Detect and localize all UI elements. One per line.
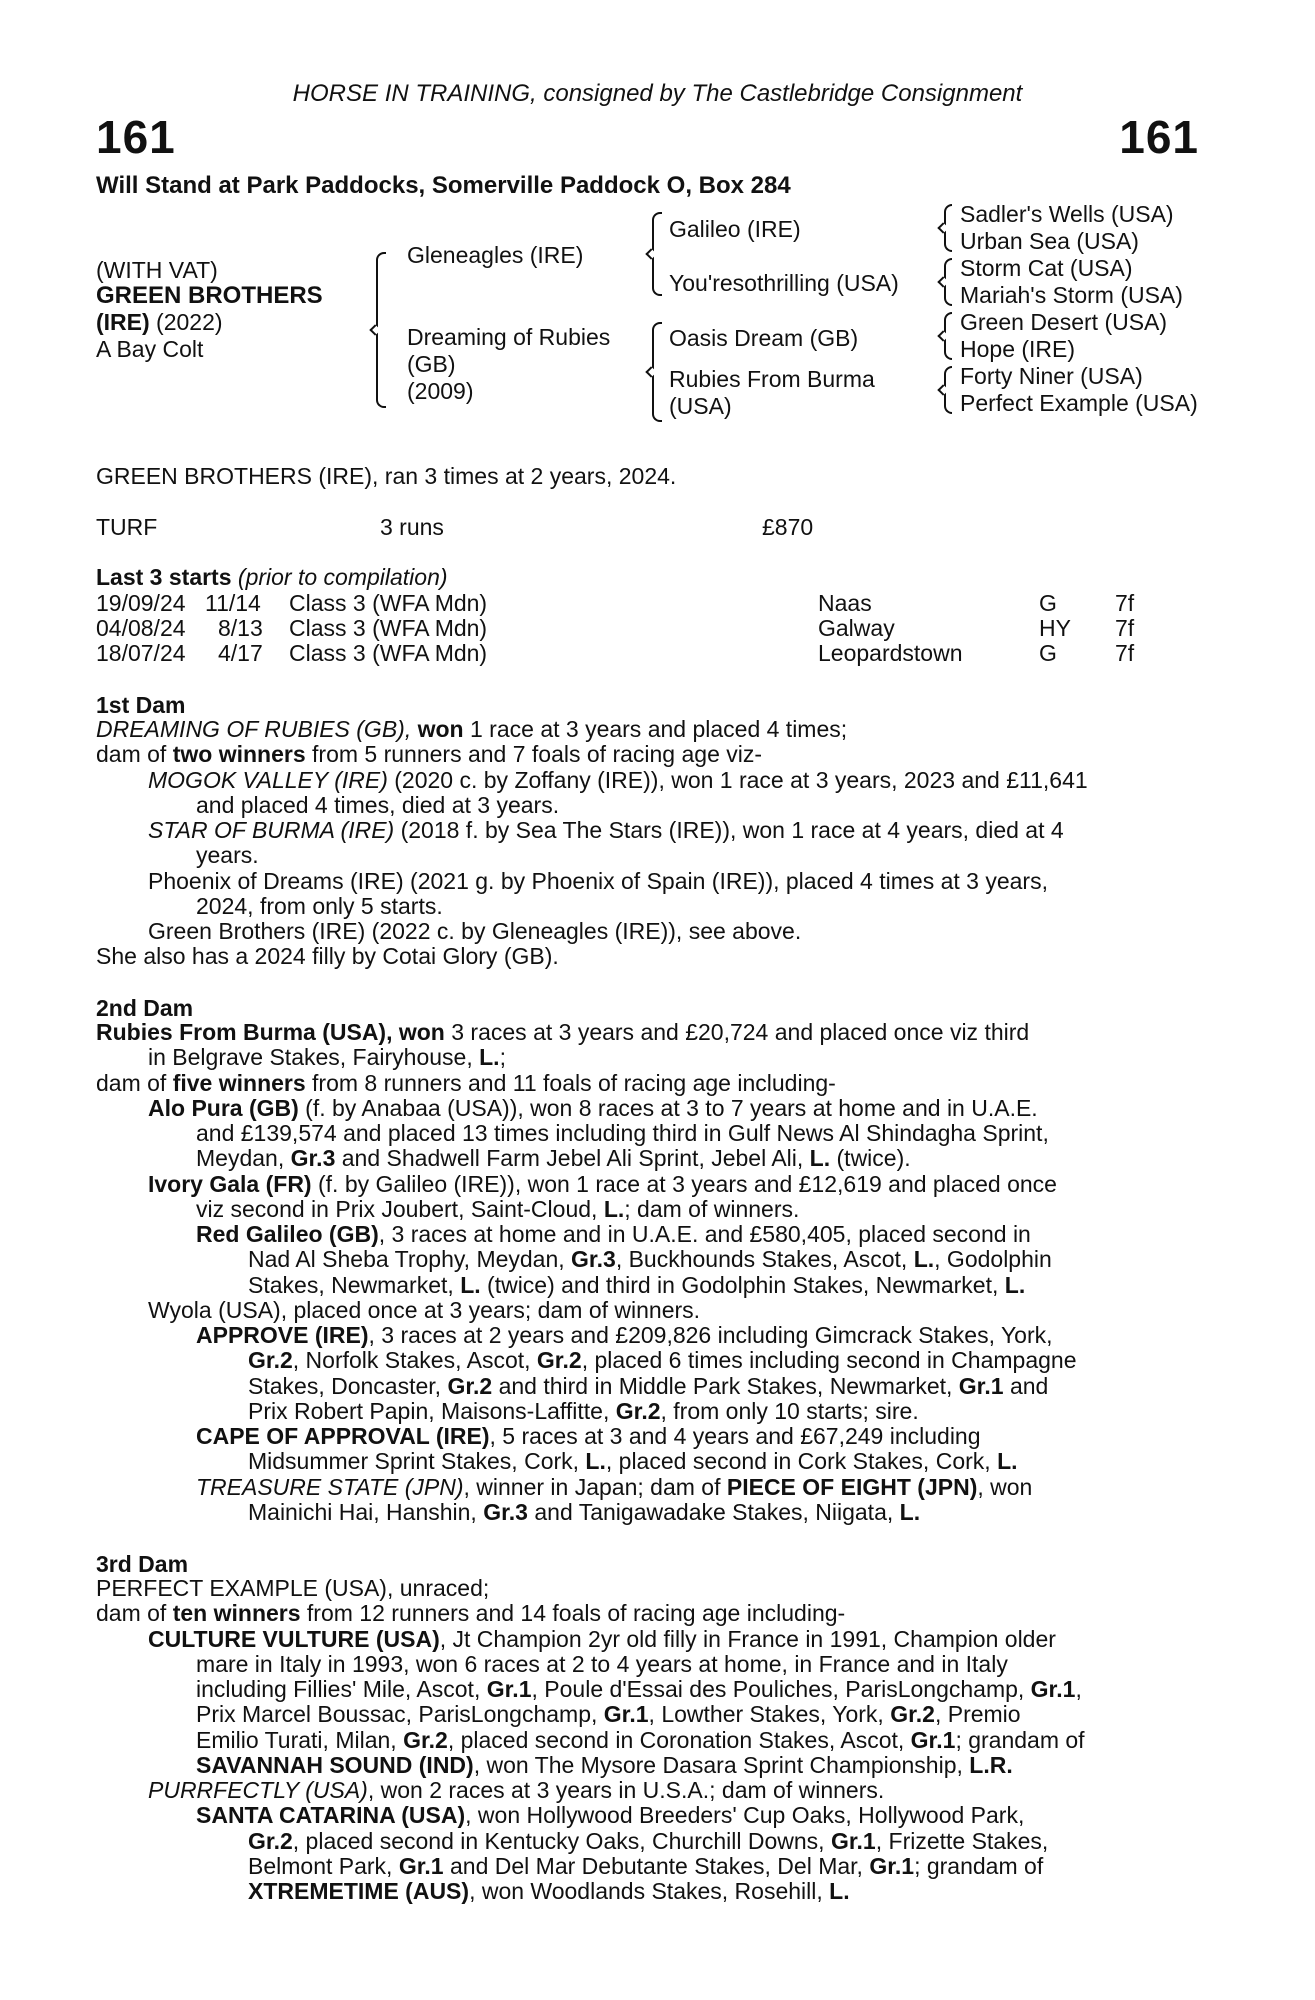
horse-name: GREEN BROTHERS <box>96 282 323 309</box>
start-going: HY <box>1039 615 1071 641</box>
offspring-line: Mainichi Hai, Hanshin, Gr.3 and Tanigawadake Stakes, Niigata, L. <box>248 1499 921 1525</box>
offspring-line: Ivory Gala (FR) (f. by Galileo (IRE)), won 1 race at 3 years and £12,619 and placed once <box>148 1171 1057 1197</box>
second-dam-line: dam of five winners from 8 runners and 11 foals of racing age including- <box>96 1070 836 1096</box>
sdd: Mariah's Storm (USA) <box>960 282 1183 308</box>
dam-sire: Oasis Dream (GB) <box>669 325 859 351</box>
offspring-line: Prix Robert Papin, Maisons-Laffitte, Gr.2, from only 10 starts; sire. <box>248 1398 919 1424</box>
dam-line1: Dreaming of Rubies <box>407 324 611 350</box>
table-row <box>0 640 1315 665</box>
start-distance: 7f <box>1115 640 1135 666</box>
start-position: 11/14 <box>205 590 261 616</box>
second-dam-line: in Belgrave Stakes, Fairyhouse, L.; <box>148 1044 506 1070</box>
offspring-line: SANTA CATARINA (USA), won Hollywood Breeders' Cup Oaks, Hollywood Park, <box>196 1802 1025 1828</box>
pedigree-brace-sire <box>652 212 662 296</box>
offspring-line: mare in Italy in 1993, won 6 races at 2 to 4 years at home, in France and in Italy <box>196 1651 1008 1677</box>
horse-vat: (WITH VAT) <box>96 257 218 283</box>
offspring-line: including Fillies' Mile, Ascot, Gr.1, Poule d'Essai des Pouliches, ParisLongchamp, Gr.1, <box>196 1676 1082 1702</box>
pedigree-brace-dam <box>652 322 662 422</box>
stand-location: Will Stand at Park Paddocks, Somerville Paddock O, Box 284 <box>96 172 791 199</box>
lot-number-right: 161 <box>1119 111 1199 163</box>
start-distance: 7f <box>1115 590 1135 616</box>
sire: Gleneagles (IRE) <box>407 242 584 268</box>
start-course: Galway <box>818 615 895 641</box>
start-date: 18/07/24 <box>96 640 186 666</box>
offspring-line: SAVANNAH SOUND (IND), won The Mysore Dasara Sprint Championship, L.R. <box>196 1752 1013 1778</box>
offspring-line: Red Galileo (GB), 3 races at home and in U.A.E. and £580,405, placed second in <box>196 1221 1031 1247</box>
start-going: G <box>1039 640 1057 666</box>
pedigree-brace-dd <box>944 366 952 414</box>
horse-description: A Bay Colt <box>96 336 204 362</box>
start-going: G <box>1039 590 1057 616</box>
second-dam-title: 2nd Dam <box>96 995 194 1021</box>
start-date: 04/08/24 <box>96 615 186 641</box>
table-row <box>0 590 1315 615</box>
last-starts-title: Last 3 starts (prior to compilation) <box>96 564 448 590</box>
offspring-line: TREASURE STATE (JPN), winner in Japan; dam of PIECE OF EIGHT (JPN), won <box>196 1474 1033 1500</box>
offspring-line: XTREMETIME (AUS), won Woodlands Stakes, Rosehill, L. <box>248 1878 850 1904</box>
pedigree-brace-sd <box>944 258 952 306</box>
offspring-line: Green Brothers (IRE) (2022 c. by Gleneagles (IRE)), see above. <box>148 918 802 944</box>
ssd: Urban Sea (USA) <box>960 228 1139 254</box>
offspring-line: Midsummer Sprint Stakes, Cork, L., placed second in Cork Stakes, Cork, L. <box>248 1448 1018 1474</box>
table-row <box>0 615 1315 640</box>
third-dam-line: PERFECT EXAMPLE (USA), unraced; <box>96 1575 490 1601</box>
first-dam-line: dam of two winners from 5 runners and 7 foals of racing age viz- <box>96 741 763 767</box>
second-dam-line: Rubies From Burma (USA), won 3 races at 3 years and £20,724 and placed once viz third <box>96 1019 1030 1045</box>
start-class: Class 3 (WFA Mdn) <box>289 590 488 616</box>
offspring-line: Stakes, Doncaster, Gr.2 and third in Middle Park Stakes, Newmarket, Gr.1 and <box>248 1373 1049 1399</box>
offspring-line: CAPE OF APPROVAL (IRE), 5 races at 3 and 4 years and £67,249 including <box>196 1423 981 1449</box>
offspring-line: viz second in Prix Joubert, Saint-Cloud, L.; dam of winners. <box>196 1196 800 1222</box>
start-class: Class 3 (WFA Mdn) <box>289 615 488 641</box>
sire-sire: Galileo (IRE) <box>669 216 801 242</box>
third-dam-line: dam of ten winners from 12 runners and 14 foals of racing age including- <box>96 1600 846 1626</box>
dam-line2: (GB) <box>407 351 456 377</box>
offspring-line: CULTURE VULTURE (USA), Jt Champion 2yr old filly in France in 1991, Champion older <box>148 1626 1056 1652</box>
offspring-line: Emilio Turati, Milan, Gr.2, placed second in Coronation Stakes, Ascot, Gr.1; grandam of <box>196 1727 1085 1753</box>
offspring-line: Wyola (USA), placed once at 3 years; dam of winners. <box>148 1297 701 1323</box>
start-position: 4/17 <box>218 640 263 666</box>
turf-label: TURF <box>96 514 158 540</box>
offspring-line: Belmont Park, Gr.1 and Del Mar Debutante Stakes, Del Mar, Gr.1; grandam of <box>248 1853 1044 1879</box>
dam-dam-line2: (USA) <box>669 393 732 419</box>
offspring-line: Gr.2, Norfolk Stakes, Ascot, Gr.2, placed 6 times including second in Champagne <box>248 1347 1077 1373</box>
start-course: Leopardstown <box>818 640 963 666</box>
third-dam-title: 3rd Dam <box>96 1551 189 1577</box>
offspring-line: 2024, from only 5 starts. <box>196 893 443 919</box>
page-header: HORSE IN TRAINING, consigned by The Castlebridge Consignment <box>292 80 1023 107</box>
sire-dam: You'resothrilling (USA) <box>669 270 899 296</box>
pedigree-brace-ss <box>944 204 952 252</box>
turf-runs: 3 runs <box>380 514 444 540</box>
offspring-line: MOGOK VALLEY (IRE) (2020 c. by Zoffany (IRE)), won 1 race at 3 years, 2023 and £11,641 <box>148 767 1088 793</box>
offspring-line: Stakes, Newmarket, L. (twice) and third in Godolphin Stakes, Newmarket, L. <box>248 1272 1026 1298</box>
offspring-line: Meydan, Gr.3 and Shadwell Farm Jebel Ali Sprint, Jebel Ali, L. (twice). <box>196 1145 911 1171</box>
offspring-line: and £139,574 and placed 13 times including third in Gulf News Al Shindagha Sprint, <box>196 1120 1049 1146</box>
start-course: Naas <box>818 590 872 616</box>
pedigree-brace-gen1 <box>376 252 386 408</box>
first-dam-line: DREAMING OF RUBIES (GB), won 1 race at 3 years and placed 4 times; <box>96 716 848 742</box>
ddd: Perfect Example (USA) <box>960 390 1198 416</box>
offspring-line: Nad Al Sheba Trophy, Meydan, Gr.3, Buckhounds Stakes, Ascot, L., Godolphin <box>248 1246 1052 1272</box>
horse-name-line2: (IRE) (2022) <box>96 309 223 335</box>
offspring-line: and placed 4 times, died at 3 years. <box>196 792 560 818</box>
start-distance: 7f <box>1115 615 1135 641</box>
dsd: Hope (IRE) <box>960 336 1076 362</box>
offspring-line: STAR OF BURMA (IRE) (2018 f. by Sea The Stars (IRE)), won 1 race at 4 years, died at 4 <box>148 817 1064 843</box>
first-dam-line: She also has a 2024 filly by Cotai Glory (GB). <box>96 943 559 969</box>
dam-dam-line1: Rubies From Burma <box>669 366 875 392</box>
turf-earnings: £870 <box>762 514 814 540</box>
lot-number-left: 161 <box>96 111 176 163</box>
offspring-line: PURRFECTLY (USA), won 2 races at 3 years in U.S.A.; dam of winners. <box>148 1777 885 1803</box>
dam-line3: (2009) <box>407 378 474 404</box>
sds: Storm Cat (USA) <box>960 255 1133 281</box>
start-class: Class 3 (WFA Mdn) <box>289 640 488 666</box>
start-position: 8/13 <box>218 615 263 641</box>
race-summary: GREEN BROTHERS (IRE), ran 3 times at 2 years, 2024. <box>96 463 677 489</box>
offspring-line: Alo Pura (GB) (f. by Anabaa (USA)), won 8 races at 3 to 7 years at home and in U.A.E. <box>148 1095 1038 1121</box>
first-dam-title: 1st Dam <box>96 692 186 718</box>
offspring-line: Prix Marcel Boussac, ParisLongchamp, Gr.1, Lowther Stakes, York, Gr.2, Premio <box>196 1701 1021 1727</box>
pedigree-brace-ds <box>944 312 952 360</box>
offspring-line: APPROVE (IRE), 3 races at 2 years and £209,826 including Gimcrack Stakes, York, <box>196 1322 1053 1348</box>
offspring-line: Gr.2, placed second in Kentucky Oaks, Churchill Downs, Gr.1, Frizette Stakes, <box>248 1828 1049 1854</box>
start-date: 19/09/24 <box>96 590 186 616</box>
offspring-line: Phoenix of Dreams (IRE) (2021 g. by Phoenix of Spain (IRE)), placed 4 times at 3 years, <box>148 868 1048 894</box>
sss: Sadler's Wells (USA) <box>960 201 1174 227</box>
dds: Forty Niner (USA) <box>960 363 1143 389</box>
offspring-line: years. <box>196 842 259 868</box>
dss: Green Desert (USA) <box>960 309 1168 335</box>
